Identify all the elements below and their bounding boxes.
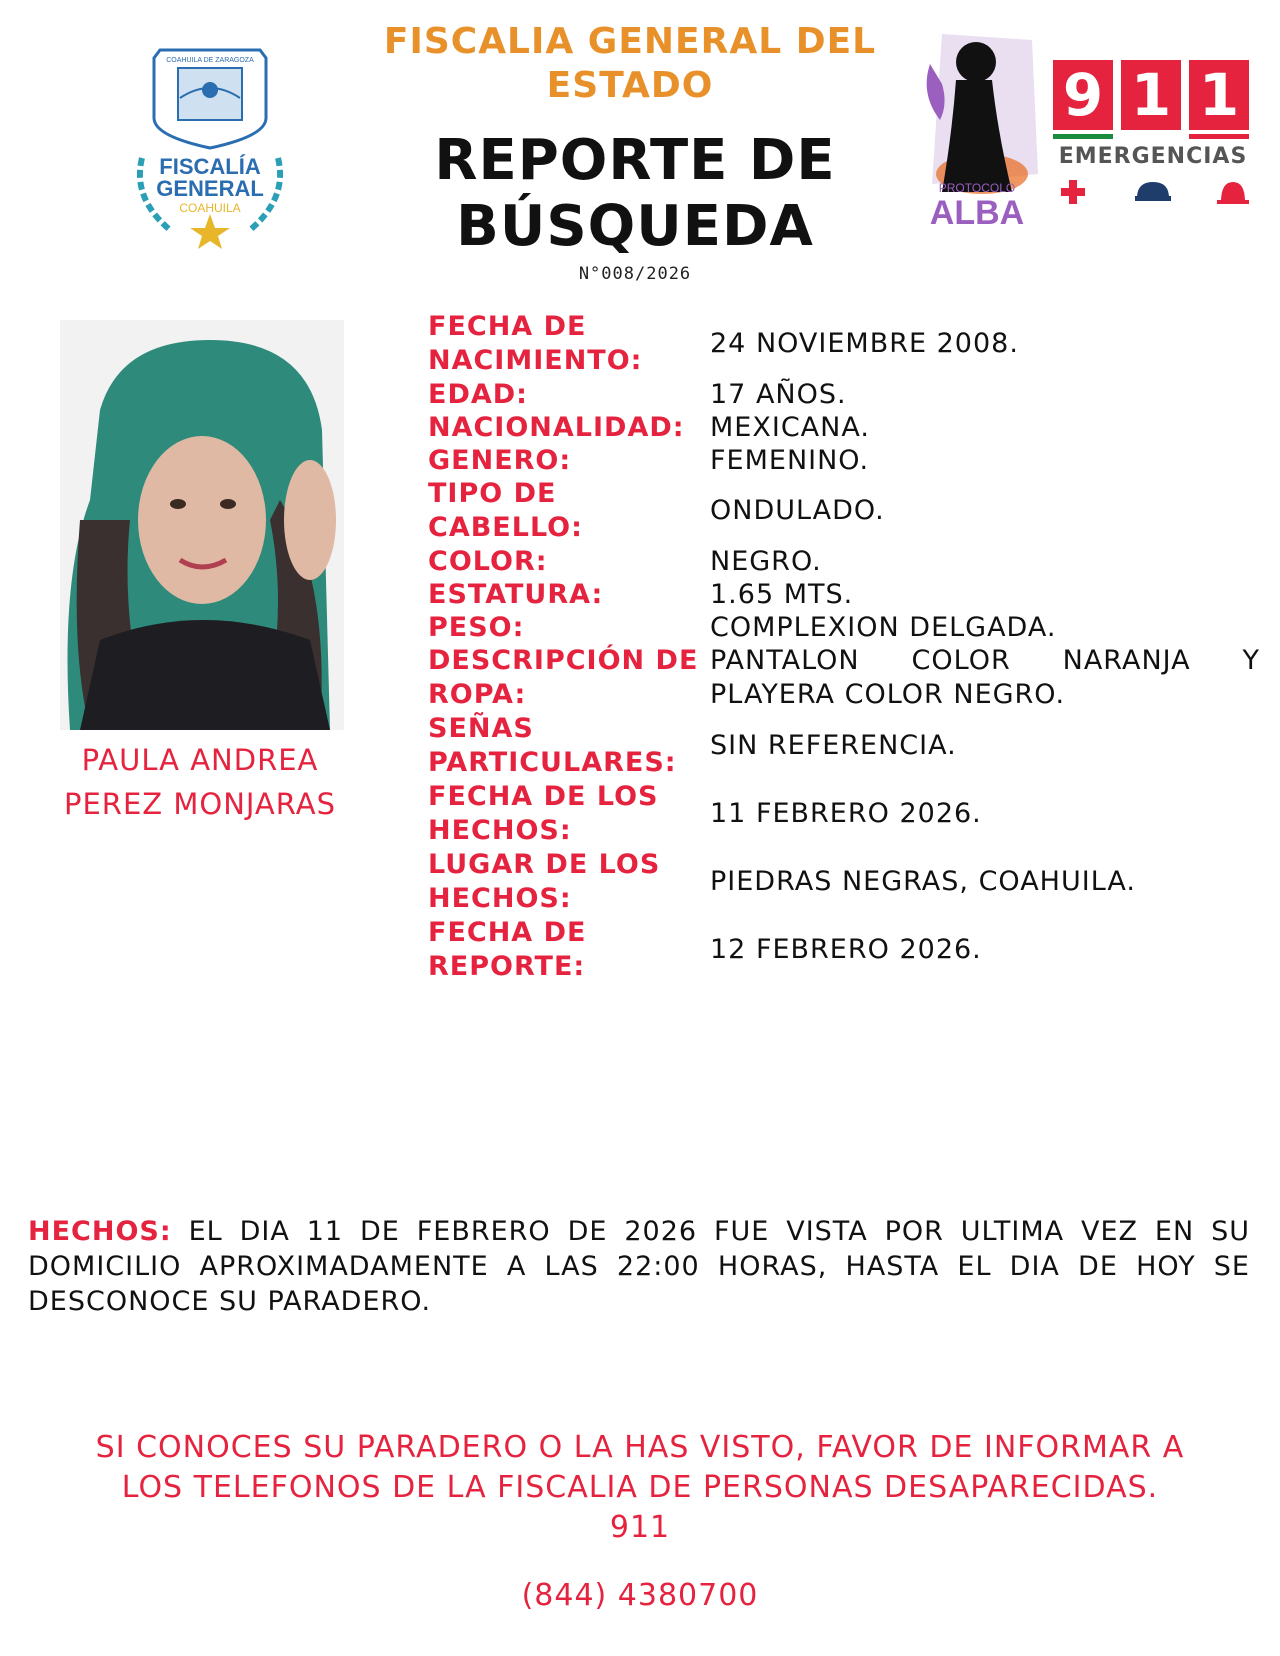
detail-label: GENERO:	[428, 444, 572, 476]
footer-call-to-action	[40, 1428, 1240, 1508]
woman-silhouette-icon	[927, 34, 1038, 194]
person-name-line2: PEREZ MONJARAS	[63, 787, 336, 821]
red-cross-icon	[1061, 180, 1085, 204]
footer-line1: SI CONOCES SU PARADERO O LA HAS VISTO, FAVOR DE INFORMAR A	[95, 1430, 1185, 1465]
detail-value: 11 FEBRERO 2026.	[710, 798, 982, 829]
detail-row	[428, 477, 1260, 545]
detail-label: FECHA DE LOS HECHOS:	[428, 781, 659, 846]
detail-value: SIN REFERENCIA.	[710, 730, 957, 761]
emergencias-911-logo	[1053, 60, 1253, 220]
detail-value: 17 AÑOS.	[710, 378, 847, 410]
page-title-line2: BÚSQUEDA	[456, 194, 814, 259]
fiscalia-logo-line2: GENERAL	[156, 176, 264, 201]
report-number: N°008/2026	[578, 264, 692, 284]
detail-value-multiline	[710, 644, 1260, 712]
detail-value: 24 NOVIEMBRE 2008.	[710, 328, 1019, 359]
detail-row	[428, 545, 1260, 578]
detail-value: PLAYERA COLOR NEGRO.	[710, 679, 1066, 710]
detail-row	[428, 578, 1260, 611]
detail-label: COLOR:	[428, 545, 548, 577]
detail-row	[428, 611, 1260, 644]
footer-line2: LOS TELEFONOS DE LA FISCALIA DE PERSONAS DESAPARECIDAS.	[121, 1470, 1159, 1505]
details-list	[428, 310, 1260, 984]
fiscalia-logo-line1: FISCALÍA	[159, 154, 261, 179]
detail-label: DESCRIPCIÓN DE ROPA:	[428, 645, 699, 710]
detail-label: SEÑAS PARTICULARES:	[428, 713, 677, 778]
detail-value: 12 FEBRERO 2026.	[710, 934, 982, 965]
header-org	[380, 20, 880, 108]
detail-label: FECHA DE NACIMIENTO:	[428, 311, 643, 376]
person-name	[40, 738, 360, 826]
detail-value: COMPLEXION DELGADA.	[710, 611, 1057, 643]
detail-row	[428, 411, 1260, 444]
police-cap-icon	[1135, 182, 1171, 201]
detail-row	[428, 712, 1260, 780]
fiscalia-logo-line3: COAHUILA	[179, 201, 241, 215]
detail-label: FECHA DE REPORTE:	[428, 917, 587, 982]
detail-value: 1.65 MTS.	[710, 578, 854, 610]
fiscalia-logo	[120, 38, 300, 250]
page-title-line1: REPORTE DE	[434, 128, 836, 193]
fire-helmet-icon	[1217, 182, 1249, 204]
alba-logo-line2: ALBA	[929, 194, 1025, 232]
detail-row	[428, 916, 1260, 984]
detail-row	[428, 644, 1260, 712]
detail-label: NACIONALIDAD:	[428, 411, 685, 443]
detail-value: MEXICANA.	[710, 411, 870, 443]
emergencias-label: EMERGENCIAS	[1058, 144, 1248, 169]
detail-label: ESTATURA:	[428, 578, 604, 610]
hechos-text: EL DIA 11 DE FEBRERO DE 2026 FUE VISTA POR ULTIMA VEZ EN SU DOMICILIO APROXIMADAMENTE A LAS 22:00 HORAS, HASTA EL DIA DE HOY SE DESCONOCE SU PARADERO.	[28, 1216, 1250, 1317]
footer-emergency-number: 911	[609, 1510, 671, 1545]
detail-label: LUGAR DE LOS HECHOS:	[428, 849, 661, 914]
detail-label: EDAD:	[428, 378, 528, 410]
detail-label: PESO:	[428, 611, 525, 643]
digit-1a: 1	[1121, 60, 1181, 130]
header-org-line2: ESTADO	[546, 65, 714, 106]
detail-row	[428, 310, 1260, 378]
detail-row	[428, 848, 1260, 916]
page-title	[400, 128, 870, 260]
detail-row	[428, 780, 1260, 848]
hechos-paragraph	[28, 1214, 1250, 1319]
digit-1b: 1	[1189, 60, 1249, 130]
detail-label: TIPO DE CABELLO:	[428, 478, 583, 543]
detail-value: NEGRO.	[710, 545, 822, 577]
alba-logo-line1: PROTOCOLO	[938, 181, 1016, 195]
detail-row	[428, 378, 1260, 411]
laurel-seal-icon	[140, 50, 280, 249]
detail-row	[428, 444, 1260, 477]
seal-text: COAHUILA DE ZARAGOZA	[166, 57, 254, 64]
footer-phone: (844) 4380700	[521, 1578, 759, 1613]
detail-value: ONDULADO.	[710, 495, 885, 526]
person-photo	[60, 320, 344, 730]
person-name-line1: PAULA ANDREA	[81, 743, 319, 777]
detail-value: FEMENINO.	[710, 444, 870, 476]
digit-9: 9	[1053, 60, 1113, 130]
detail-value: PANTALON COLOR NARANJA Y	[710, 645, 1260, 676]
detail-value: PIEDRAS NEGRAS, COAHUILA.	[710, 866, 1136, 897]
protocolo-alba-logo	[912, 24, 1042, 254]
hechos-label: HECHOS:	[28, 1216, 172, 1247]
header-org-line1: FISCALIA GENERAL DEL	[383, 21, 877, 62]
